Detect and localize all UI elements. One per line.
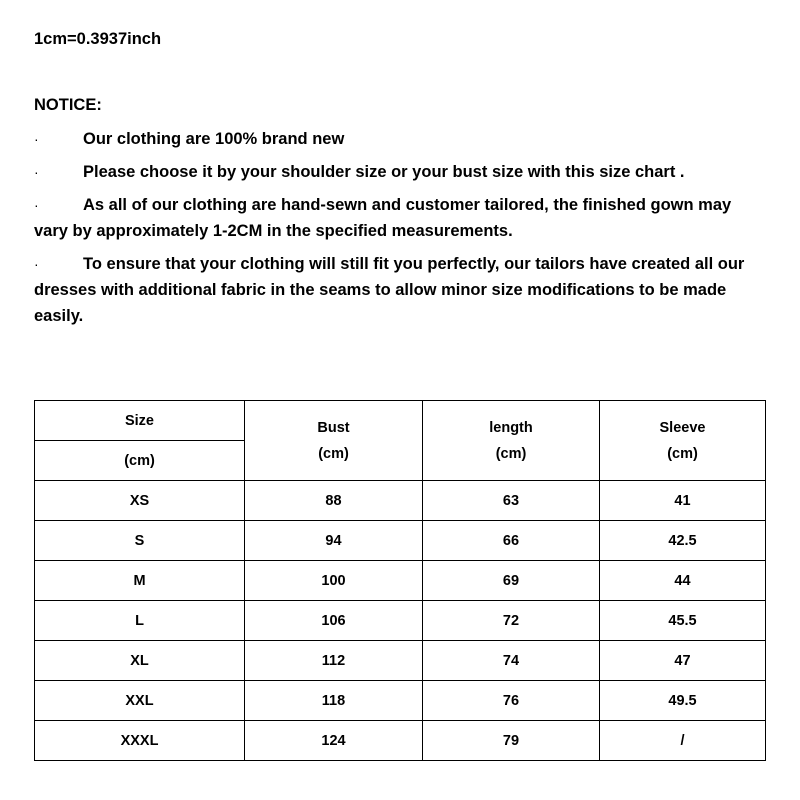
cell-length: 74 [423,641,600,681]
table-row [35,481,766,521]
cell-bust: 106 [245,601,423,641]
header-length-unit: (cm) [495,445,527,462]
header-length [423,401,600,481]
header-bust [245,401,423,481]
header-size: Size [35,401,245,441]
cell-sleeve: 44 [600,561,766,601]
bullet-icon: · [34,197,39,213]
size-chart-table [34,400,766,761]
header-sleeve-unit: (cm) [667,445,698,462]
cell-length: 79 [423,721,600,761]
cell-sleeve: 41 [600,481,766,521]
bullet-icon: · [34,131,39,147]
cell-length: 63 [423,481,600,521]
cell-bust: 94 [245,521,423,561]
bullet-icon: · [34,256,39,272]
cell-sleeve: / [600,721,766,761]
notice-item [34,192,764,244]
table-row [35,521,766,561]
header-bust-unit: (cm) [318,445,349,462]
cell-size: XXL [35,681,245,721]
notice-item [34,159,764,185]
notice-list [34,126,764,336]
unit-conversion-note: 1cm=0.3937inch [34,30,162,48]
cell-bust: 88 [245,481,423,521]
notice-item [34,126,764,152]
cell-size: M [35,561,245,601]
notice-item-text: As all of our clothing are hand-sewn and customer tailored, the finished gown may vary by approximately 1-2CM in the specified measurements. [34,196,732,240]
cell-size: S [35,521,245,561]
cell-sleeve: 47 [600,641,766,681]
cell-bust: 124 [245,721,423,761]
table-header-row [35,401,766,441]
cell-length: 69 [423,561,600,601]
cell-length: 72 [423,601,600,641]
cell-length: 66 [423,521,600,561]
table-row [35,721,766,761]
header-length-label: length [489,419,533,436]
notice-item-text: Our clothing are 100% brand new [83,130,345,148]
table-row [35,641,766,681]
cell-sleeve: 49.5 [600,681,766,721]
cell-length: 76 [423,681,600,721]
cell-size: L [35,601,245,641]
notice-item-text: Please choose it by your shoulder size or your bust size with this size chart . [83,163,685,181]
header-sleeve [600,401,766,481]
header-sleeve-label: Sleeve [659,419,706,436]
cell-size: XXXL [35,721,245,761]
table-row [35,561,766,601]
cell-size: XS [35,481,245,521]
cell-bust: 112 [245,641,423,681]
header-bust-label: Bust [317,419,350,436]
cell-bust: 118 [245,681,423,721]
notice-title: NOTICE: [34,96,102,114]
notice-item-text: To ensure that your clothing will still fit you perfectly, our tailors have created all our dresses with additional fabric in the seams to allow minor size modifications to be made easily. [34,255,745,325]
cell-sleeve: 45.5 [600,601,766,641]
bullet-icon: · [34,164,39,180]
cell-sleeve: 42.5 [600,521,766,561]
cell-size: XL [35,641,245,681]
header-size-unit: (cm) [35,441,245,481]
table-row [35,601,766,641]
table-row [35,681,766,721]
notice-item [34,251,764,329]
cell-bust: 100 [245,561,423,601]
